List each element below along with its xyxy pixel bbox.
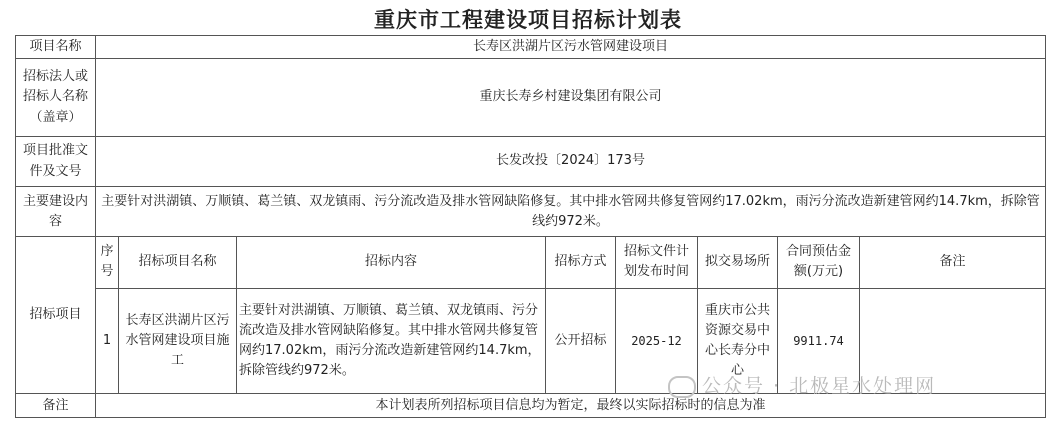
approval-label: 项目批准文件及文号 (16, 136, 96, 187)
table-row-footer (16, 394, 1046, 418)
header-name: 招标项目名称 (119, 237, 237, 289)
bidding-label: 招标项目 (16, 237, 96, 394)
item-venue: 重庆市公共资源交易中心长寿分中心 (698, 288, 778, 394)
header-content: 招标内容 (237, 237, 546, 289)
item-amount: 9911.74 (778, 288, 860, 394)
table-row (16, 288, 1046, 394)
header-venue: 拟交易场所 (698, 237, 778, 289)
tenderer-label: 招标法人或招标人名称（盖章） (16, 59, 96, 136)
tenderer-value: 重庆长寿乡村建设集团有限公司 (96, 59, 1046, 136)
table-row-project-name (16, 36, 1046, 59)
item-publish-time: 2025-12 (616, 288, 698, 394)
header-amount: 合同预估金额(万元) (778, 237, 860, 289)
header-method: 招标方式 (546, 237, 616, 289)
table-row-scope (16, 187, 1046, 237)
footer-label: 备注 (16, 394, 96, 418)
project-name-value: 长寿区洪湖片区污水管网建设项目 (96, 36, 1046, 59)
tender-plan-table (15, 35, 1046, 418)
approval-value: 长发改投〔2024〕173号 (96, 136, 1046, 187)
item-no: 1 (96, 288, 119, 394)
header-no: 序号 (96, 237, 119, 289)
header-publish-time: 招标文件计划发布时间 (616, 237, 698, 289)
bidding-header-row (16, 237, 1046, 289)
scope-label: 主要建设内容 (16, 187, 96, 237)
header-remark: 备注 (860, 237, 1046, 289)
page-title: 重庆市工程建设项目招标计划表 (374, 7, 682, 32)
item-remark (860, 288, 1046, 394)
table-row-tenderer (16, 59, 1046, 136)
item-method: 公开招标 (546, 288, 616, 394)
table-row-approval (16, 136, 1046, 187)
item-content: 主要针对洪湖镇、万顺镇、葛兰镇、双龙镇雨、污分流改造及排水管网缺陷修复。其中排水管网共修复管网约17.02km，雨污分流改造新建管网约14.7km，拆除管线约972米。 (237, 288, 546, 394)
footer-value: 本计划表所列招标项目信息均为暂定，最终以实际招标时的信息为准 (96, 394, 1046, 418)
project-name-label: 项目名称 (16, 36, 96, 59)
scope-value: 主要针对洪湖镇、万顺镇、葛兰镇、双龙镇雨、污分流改造及排水管网缺陷修复。其中排水管网共修复管网约17.02km，雨污分流改造新建管网约14.7km，拆除管线约972米。 (96, 187, 1046, 237)
watermark-text: 公众号 · 北极星水处理网 (702, 375, 937, 397)
item-name: 长寿区洪湖片区污水管网建设项目施工 (119, 288, 237, 394)
